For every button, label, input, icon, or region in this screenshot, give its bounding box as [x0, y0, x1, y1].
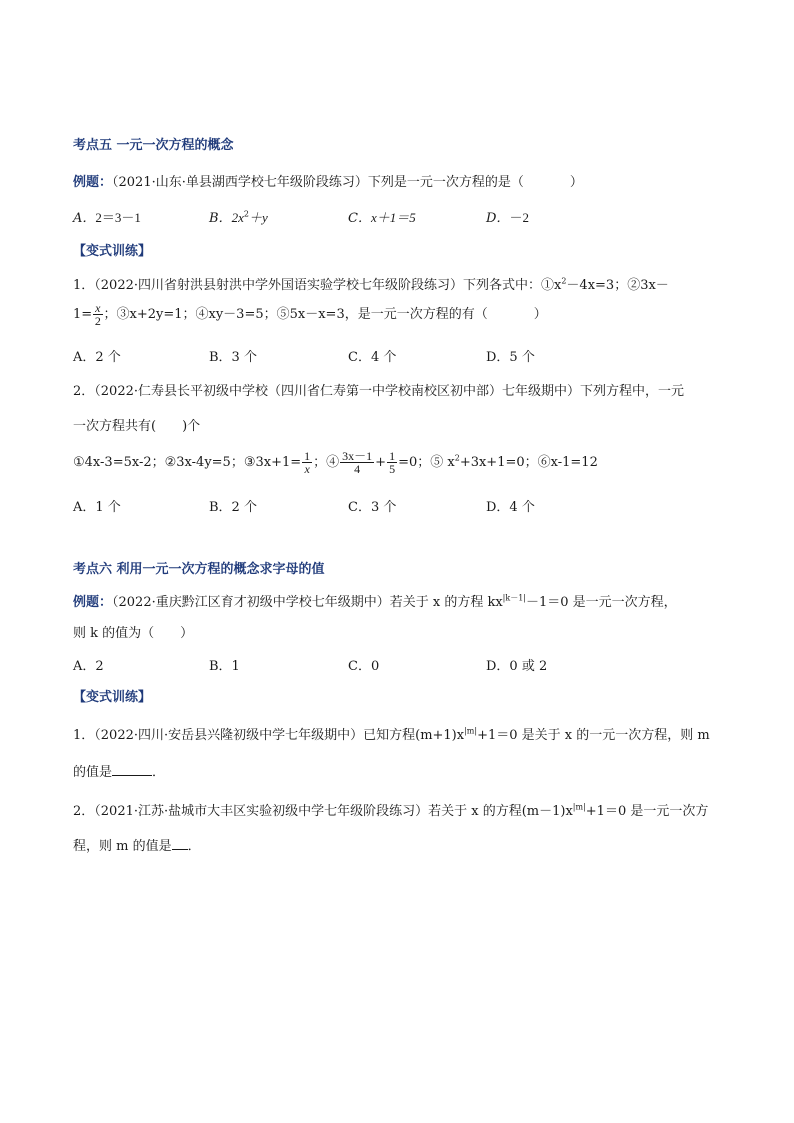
section5-q1-line2 — [73, 302, 547, 327]
section5-example-option-b — [209, 207, 268, 226]
option-label: A． — [73, 211, 96, 226]
q2-equation-text: ；④ — [313, 455, 340, 470]
q2-text: 2．（2021·江苏·盐城市大丰区实验初级中学七年级阶段练习）若关于 x 的方程(m－1)x — [73, 804, 573, 819]
option-text: 2＝3－1 — [95, 210, 141, 225]
section6-example-line2: 则 k 的值为（ ） — [73, 626, 194, 641]
section6-example-option-a: A．2 — [73, 659, 104, 674]
q1-fraction — [93, 302, 102, 327]
section5-q2-line2: 一次方程共有( )个 — [73, 419, 201, 434]
q1-text: ． — [152, 765, 166, 780]
fraction-numerator: x — [95, 301, 101, 315]
q2-text: +1＝0 是一元一次方 — [585, 804, 709, 819]
section6-q2-line2 — [73, 835, 201, 854]
q1-text: －4x=3；②3x－ — [566, 278, 669, 293]
section6-title: 考点六 利用一元一次方程的概念求字母的值 — [73, 562, 325, 577]
option-text: ＋y — [248, 210, 268, 225]
section5-example — [73, 171, 583, 190]
example-text: －1＝0 是一元一次方程， — [526, 595, 677, 610]
fraction-numerator: 1 — [389, 449, 396, 463]
q1-text: 1= — [73, 307, 93, 322]
fraction-denominator: x — [304, 462, 310, 476]
q1-close: ） — [533, 307, 547, 322]
option-label: C． — [348, 211, 371, 226]
fraction-denominator: 5 — [389, 462, 396, 476]
q1-sup: 2 — [561, 276, 567, 286]
example-text: （2022·重庆黔江区育才初级中学校七年级期中）若关于 x 的方程 kx — [112, 595, 503, 610]
q2-text: 程，则 m 的值是 — [73, 839, 172, 854]
q2-sup: 2 — [454, 453, 460, 463]
section5-q2-option-a: A．1 个 — [73, 500, 121, 515]
q1-text: 1．（2022·四川省射洪县射洪中学外国语实验学校七年级阶段练习）下列各式中：①x — [73, 278, 562, 293]
option-label: B． — [209, 211, 232, 226]
q2-equation-text: +3x+1=0；⑥x-1=12 — [459, 455, 598, 470]
q1-sup: |m| — [464, 726, 478, 736]
section6-practice-title: 【变式训练】 — [73, 690, 152, 705]
section5-q2-option-d: D．4 个 — [486, 500, 535, 515]
q2-fraction-1 — [302, 450, 312, 475]
fraction-numerator: 1 — [304, 449, 311, 463]
section6-q1-line2 — [73, 761, 165, 780]
fraction-numerator: 3x－1 — [342, 449, 373, 463]
section6-q1-line1 — [73, 724, 710, 743]
q2-equation-text: ①4x-3=5x-2；②3x-4y=5；③3x+1= — [73, 455, 302, 470]
section5-example-option-d — [486, 207, 529, 226]
section5-q1-option-d: D．5 个 — [486, 350, 535, 365]
example-lead: 例题： — [73, 595, 113, 610]
section6-example-option-b: B．1 — [209, 659, 240, 674]
q1-text: ；③x+2y=1；④xy－3=5；⑤5x－x=3，是一元一次方程的有（ — [103, 307, 488, 322]
fraction-denominator: 4 — [354, 462, 361, 476]
section6-q2-line1 — [73, 800, 708, 819]
q1-text: 1．（2022·四川·安岳县兴隆初级中学七年级期中）已知方程(m+1)x — [73, 728, 465, 743]
q2-text: ． — [187, 839, 201, 854]
example-lead: 例题： — [73, 175, 113, 190]
q1-text: +1＝0 是关于 x 的一元一次方程，则 m — [477, 728, 710, 743]
q2-equation-text: =0；⑤ x — [398, 455, 455, 470]
section5-q1-option-a: A．2 个 — [73, 350, 121, 365]
example-text: （2021·山东·单县湖西学校七年级阶段练习）下列是一元一次方程的是（ — [112, 175, 524, 190]
section5-q2-option-c: C．3 个 — [348, 500, 397, 515]
option-text: 2x — [231, 210, 244, 225]
section6-example-option-d: D．0 或 2 — [486, 659, 548, 674]
option-text: －2 — [509, 210, 529, 225]
q2-fraction-2 — [340, 450, 374, 475]
option-label: D． — [486, 211, 510, 226]
section5-title: 考点五 一元一次方程的概念 — [73, 138, 234, 153]
section5-q2-option-b: B．2 个 — [209, 500, 257, 515]
section5-practice-title: 【变式训练】 — [73, 244, 152, 259]
section5-example-option-a — [73, 207, 141, 226]
example-close: ） — [569, 175, 583, 190]
answer-blank[interactable] — [112, 775, 152, 776]
q2-equation-text: + — [375, 455, 387, 470]
fraction-denominator: 2 — [94, 314, 101, 328]
q1-text: 的值是 — [73, 765, 113, 780]
section5-q1-option-c: C．4 个 — [348, 350, 397, 365]
example-sup: |k－1| — [502, 593, 526, 603]
option-text: x＋1＝5 — [370, 210, 416, 225]
section5-q2-equations — [73, 450, 598, 475]
option-sup: 2 — [243, 209, 249, 219]
section6-example-line1 — [73, 591, 677, 610]
section5-q1-line1 — [73, 274, 669, 293]
section5-q1-option-b: B．3 个 — [209, 350, 257, 365]
section6-example-option-c: C．0 — [348, 659, 380, 674]
q2-fraction-3 — [387, 450, 397, 475]
answer-blank[interactable] — [172, 849, 188, 850]
section5-q2-line1: 2．（2022·仁寿县长平初级中学校（四川省仁寿第一中学校南校区初中部）七年级期中）下列方程中，一元 — [73, 384, 684, 399]
section5-example-option-c — [348, 207, 416, 226]
q2-sup: |m| — [572, 802, 586, 812]
